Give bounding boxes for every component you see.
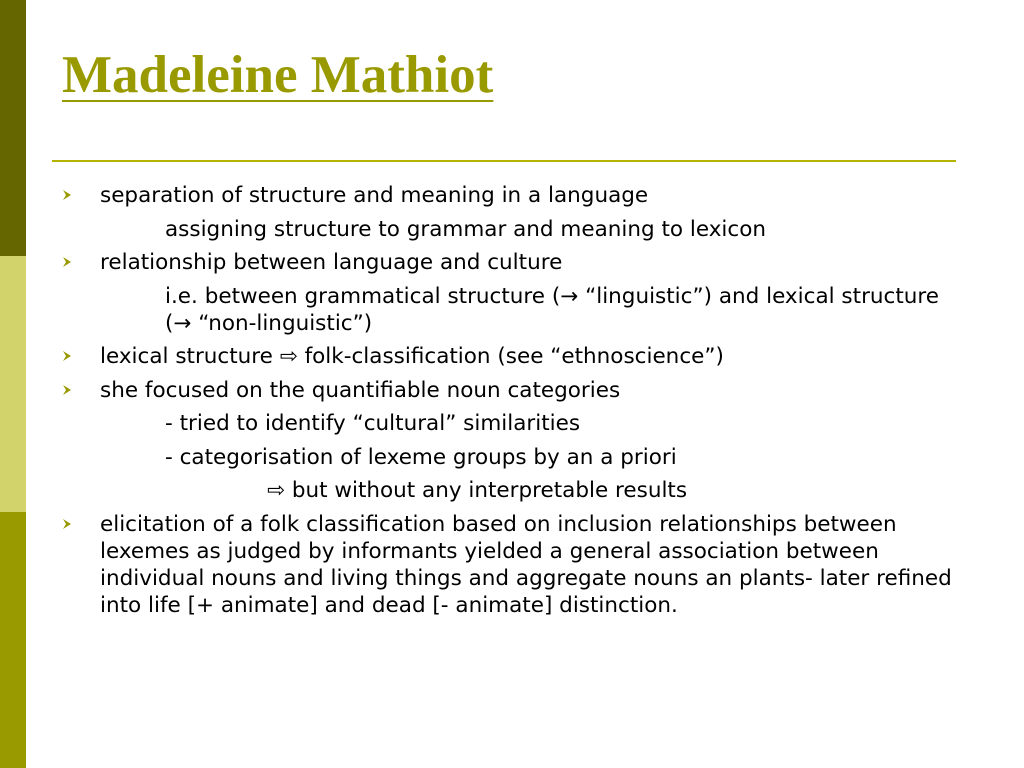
bullet-item: [62, 343, 962, 370]
slide-content: [62, 182, 962, 625]
bullet-text: relationship between language and culture: [100, 250, 563, 275]
sub-item-text: - categorisation of lexeme groups by an a priori: [165, 444, 677, 470]
sub-item-text: - tried to identify “cultural” similarities: [165, 411, 581, 436]
sub-item: [62, 410, 962, 437]
slide-title: Madeleine Mathiot: [62, 46, 494, 104]
sub-sub-item-text: ⇨ but without any interpretable results: [267, 478, 688, 503]
arrow-bullet-icon: [62, 189, 72, 201]
arrow-bullet-icon: [62, 350, 72, 362]
sub-item: [62, 216, 962, 243]
bullet-item: [62, 511, 962, 619]
bullet-text: lexical structure ⇨ folk-classification (see “ethnoscience”): [100, 344, 724, 369]
bullet-item: [62, 377, 962, 404]
sub-item-text: i.e. between grammatical structure (→ “linguistic”) and lexical structure (→ “non-linguistic”): [165, 283, 939, 336]
side-stripe-dark: [0, 0, 26, 256]
sub-item: [62, 283, 962, 337]
sub-item: [62, 444, 962, 471]
title-divider: [52, 160, 956, 162]
bullet-item: [62, 182, 962, 209]
bullet-text: she focused on the quantifiable noun categories: [100, 377, 621, 403]
side-stripe-olive: [0, 512, 26, 768]
bullet-text: elicitation of a folk classification based on inclusion relationships between lexemes as judged by informants yielded a general association between individual nouns and living things and aggregate nouns an plants- later refined into life [+ animate] and dead [- animate] distinction.: [100, 511, 952, 618]
bullet-text: separation of structure and meaning in a language: [100, 183, 649, 208]
sub-sub-item: [62, 477, 962, 504]
side-stripe-light: [0, 256, 26, 512]
arrow-bullet-icon: [62, 384, 72, 396]
bullet-item: [62, 249, 962, 276]
sub-item-text: assigning structure to grammar and meaning to lexicon: [165, 216, 767, 242]
arrow-bullet-icon: [62, 518, 72, 530]
arrow-bullet-icon: [62, 256, 72, 268]
